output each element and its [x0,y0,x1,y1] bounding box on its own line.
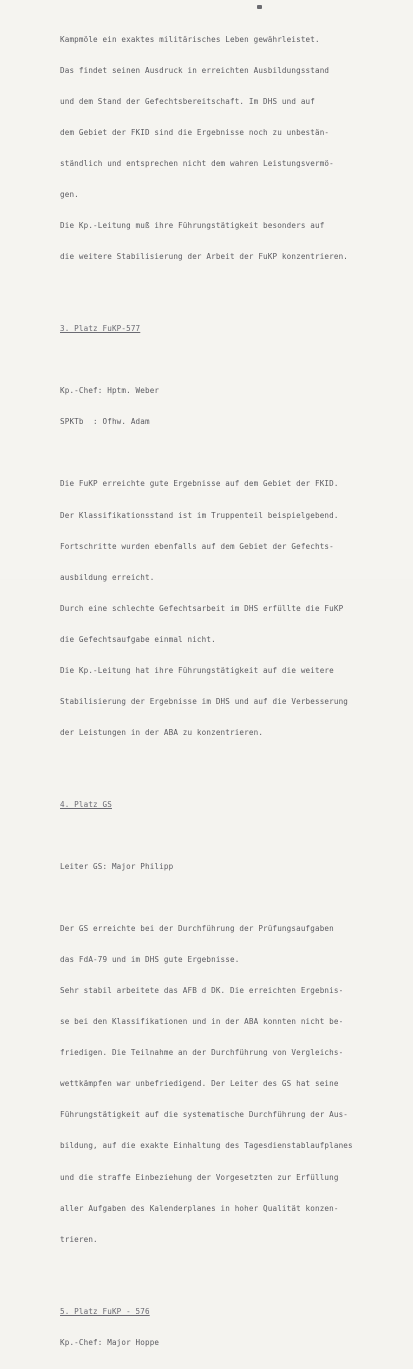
section-heading: 3. Platz FuKP-577 [60,324,141,334]
text-line: Sehr stabil arbeitete das AFB d DK. Die erreichten Ergebnis- [60,986,344,996]
spacer [60,769,380,779]
text-line: Das findet seinen Ausdruck in erreichten Ausbildungsstand [60,65,330,75]
text-line: die Gefechtsaufgabe einmal nicht. [60,634,216,644]
text-line: Kampmöle ein exaktes militärisches Leben gewährleistet. [60,34,320,44]
text-line: friedigen. Die Teilnahme an der Durchführung von Vergleichs- [60,1048,344,1058]
text-line: das FdA-79 und im DHS gute Ergebnisse. [60,955,240,965]
text-line: se bei den Klassifikationen und in der ABA konnten nicht be- [60,1017,344,1027]
text-line: Der GS erreichte bei der Durchführung der Prüfungsaufgaben [60,924,334,934]
section-heading: 5. Platz FuKP - 576 [60,1306,150,1316]
spacer [60,831,380,841]
text-line: Der Klassifikationsstand ist im Truppenteil beispielgebend. [60,510,339,520]
punch-mark [257,5,262,9]
text-line: Stabilisierung der Ergebnisse im DHS und auf die Verbesserung [60,696,349,706]
text-line: trieren. [60,1234,98,1244]
document-body [60,14,380,1369]
text-line: ständlich und entsprechen nicht dem wahren Leistungsvermö- [60,158,334,168]
text-line: Kp.-Chef: Major Hoppe [60,1338,160,1347]
text-line: gen. [60,189,79,199]
text-line: wettkämpfen war unbefriedigend. Der Leiter des GS hat seine [60,1079,339,1089]
text-line: Führungstätigkeit auf die systematische Durchführung der Aus- [60,1110,349,1120]
text-line: Die FuKP erreichte gute Ergebnisse auf dem Gebiet der FKID. [60,479,339,489]
text-line: Fortschritte wurden ebenfalls auf dem Gebiet der Gefechts- [60,541,334,551]
spacer [60,293,380,303]
spacer [60,1276,380,1286]
text-line [60,893,380,903]
text-line: der Leistungen in der ABA zu konzentrieren. [60,727,264,737]
section-heading: 4. Platz GS [60,800,112,810]
text-line: und dem Stand der Gefechtsbereitschaft. Im DHS und auf [60,96,315,106]
spacer [60,355,380,365]
text-line: die weitere Stabilisierung der Arbeit der FuKP konzentrieren. [60,251,349,261]
text-line: Durch eine schlechte Gefechtsarbeit im DHS erfüllte die FuKP [60,603,344,613]
text-line: SPKTb : Ofhw. Adam [60,417,150,427]
text-line: Die Kp.-Leitung hat ihre Führungstätigkeit auf die weitere [60,665,334,675]
text-line: Die Kp.-Leitung muß ihre Führungstätigkeit besonders auf [60,220,325,230]
text-line: bildung, auf die exakte Einhaltung des Tagesdienstablaufplanes [60,1141,353,1151]
text-line: ausbildung erreicht. [60,572,155,582]
text-line: dem Gebiet der FKID sind die Ergebnisse noch zu unbestän- [60,127,330,137]
text-line: Leiter GS: Major Philipp [60,862,174,872]
text-line: und die straffe Einbeziehung der Vorgesetzten zur Erfüllung [60,1172,339,1182]
text-line: Kp.-Chef: Hptm. Weber [60,386,160,396]
text-line: aller Aufgaben des Kalenderplanes in hoher Qualität konzen- [60,1203,339,1213]
text-line [60,448,380,458]
